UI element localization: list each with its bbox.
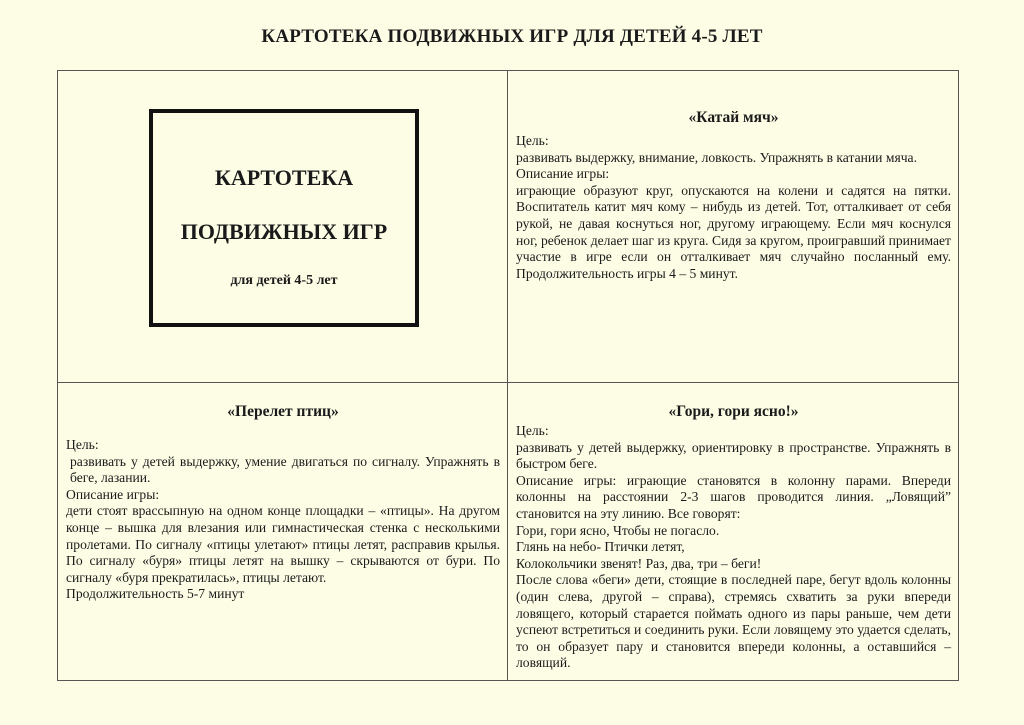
page-title: КАРТОТЕКА ПОДВИЖНЫХ ИГР ДЛЯ ДЕТЕЙ 4-5 ЛЕТ [261, 26, 763, 47]
goal-label: Цель: [66, 437, 99, 452]
game-card-katai-myach [508, 71, 958, 382]
card-grid [57, 70, 959, 681]
cover-title-line2: ПОДВИЖНЫХ ИГР [180, 219, 388, 244]
goal-label: Цель: [516, 133, 549, 148]
description-text: играющие образуют круг, опускаются на колени и садятся на пятки. Воспитатель катит мяч кому – нибудь из детей. Тот, отталкивает от себя рукой, не давая коснуться ног, другому играющему. Если мяч коснулся ног, ребенок делает шаг из круга. Сидя за кругом, проигравший принимает участие в игре если он отталкивает мяч случайно посланный ему. Продолжительность игры 4 – 5 минут. [516, 182, 951, 281]
description-label: Описание игры: [516, 166, 610, 182]
description-label: Описание игры: [66, 486, 160, 502]
verse-line: Глянь на небо- Птички летят, [516, 539, 685, 555]
cover-cell [58, 71, 507, 382]
goal-text: развивать выдержку, внимание, ловкость. Упражнять в катании мяча. [516, 149, 917, 165]
cover-box [149, 109, 419, 327]
game-card-gori-gori-yasno [508, 383, 958, 680]
goal-text: развивать у детей выдержку, ориентировку в пространстве. Упражнять в быстром беге. [516, 439, 951, 472]
goal-text: развивать у детей выдержку, умение двигаться по сигналу. Упражнять в беге, лазании. [70, 453, 500, 486]
goal-label: Цель: [516, 423, 549, 438]
game-card-perelet-ptits [58, 383, 507, 680]
cover-title-line1: КАРТОТЕКА [214, 165, 354, 190]
verse-line: Гори, гори ясно, Чтобы не погасло. [516, 522, 720, 538]
verse-line: Колокольчики звенят! Раз, два, три – беги! [516, 555, 762, 571]
game-title: «Катай мяч» [688, 109, 779, 126]
description-text: Описание игры: играющие становятся в колонну парами. Впереди колонны на расстоянии 2-3 шагов проводится линия. „Ловящий” становится на эту линию. Все говорят: [516, 472, 951, 521]
game-title: «Гори, гори ясно!» [668, 403, 799, 420]
cover-subtitle: для детей 4-5 лет [230, 273, 338, 288]
duration-text: Продолжительность 5-7 минут [66, 586, 245, 602]
description-text: дети стоят врассыпную на одном конце площадки – «птицы». На другом конце – вышка для влезания или гимнастическая стенка с несколькими пролетами. По сигналу «птицы улетают» птицы летят, расправив крылья. По сигналу «буря» птицы летят на вышку – скрываются от бури. По сигналу «буря прекратилась», птицы летают. [66, 503, 500, 585]
game-title: «Перелет птиц» [227, 403, 339, 420]
rules-text: После слова «беги» дети, стоящие в последней паре, бегут вдоль колонны (один слева, другой – справа), стремясь схватить за руки впереди ловящего, который старается поймать одного из пары раньше, чем дети успеют встретиться и соединить руки. Если ловящему это удается сделать, то он образует пару и становится впереди колонны, а оставшийся – ловящий. [516, 572, 951, 671]
